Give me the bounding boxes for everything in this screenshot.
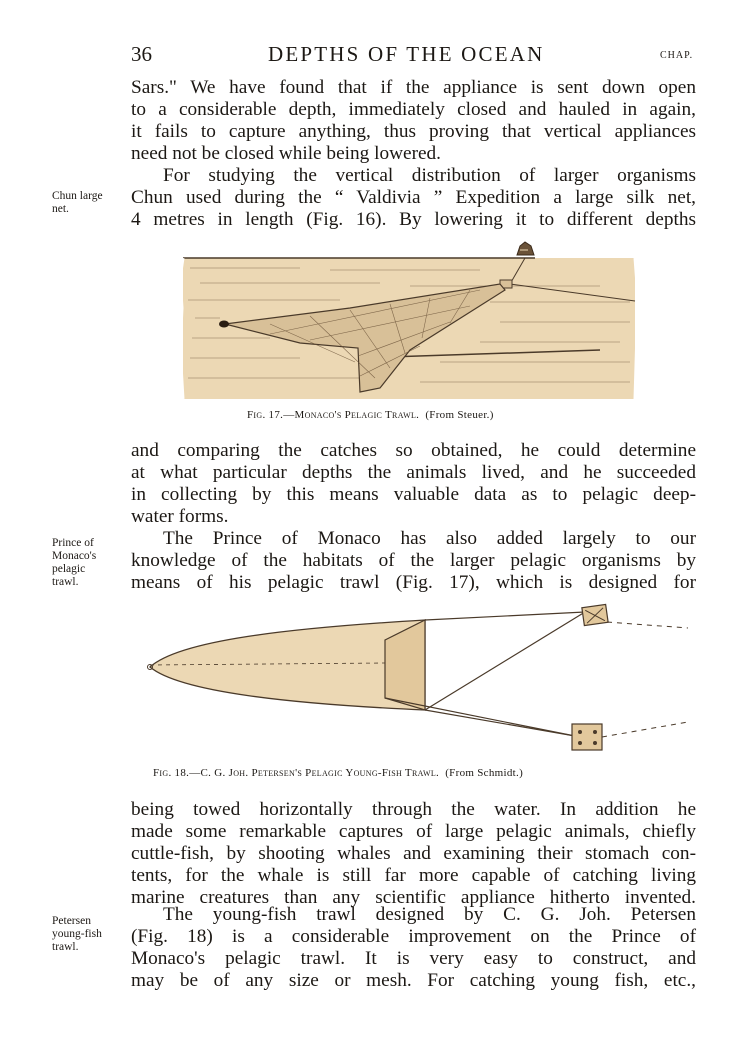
text-line: The Prince of Monaco has also added largely to our [163,528,696,549]
margin-note-line: Prince of [52,537,94,549]
upper-warp [607,622,688,628]
text-line: made some remarkable captures of large pelagic animals, chiefly [131,821,696,842]
text-line: (Fig. 18) is a considerable improvement on the Prince of [131,926,696,947]
text-line: in collecting by this means valuable data as to pelagic deep- [131,484,696,505]
text-line: water forms. [131,506,229,527]
figure-label: Fig. 18. [153,767,190,779]
chapter-mark: CHAP. [660,50,694,61]
margin-note-line: Monaco's [52,550,97,562]
figure-17-caption: Fig. 17.—Monaco's Pelagic Trawl. (From Steuer.) [247,409,494,421]
figure-17-illustration [180,238,640,402]
paragraph-5 [131,799,696,909]
paragraph-1 [131,77,696,165]
cross-bridle [425,612,585,710]
margin-note-line: pelagic [52,563,86,575]
text-line: it fails to capture anything, thus proving that vertical appliances [131,121,696,142]
text-line: Monaco's pelagic trawl. It is very easy to construct, and [131,948,696,969]
text-line: at what particular depths the animals lived, and he succeeded [131,462,696,483]
text-line: tents, for the whale is still far more capable of catching living [131,865,696,886]
paragraph-2 [131,165,696,231]
text-line: For studying the vertical distribution of larger organisms [163,165,696,186]
text-line: and comparing the catches so obtained, he could determine [131,440,696,461]
margin-note-line: net. [52,203,69,215]
text-line: may be of any size or mesh. For catching young fish, etc., [131,970,696,991]
margin-note-line: young-fish [52,928,102,940]
figure-18-caption: Fig. 18.—C. G. Joh. Petersen's Pelagic Young-Fish Trawl. (From Schmidt.) [153,767,524,779]
figure-source: (From Schmidt.) [445,767,524,779]
text-line: need not be closed while being lowered. [131,143,442,164]
margin-note-monaco [52,537,126,589]
text-line: to a considerable depth, immediately closed and hauled in again, [131,99,696,120]
paragraph-6 [131,904,696,992]
text-line: means of his pelagic trawl (Fig. 17), which is designed for [131,572,696,593]
figure-18-illustration [140,600,688,762]
figure-source: (From Steuer.) [425,409,494,421]
margin-note-line: Petersen [52,915,91,927]
margin-note-chun [52,190,126,216]
boat-icon [517,242,534,255]
margin-note-line: trawl. [52,576,79,588]
lower-otter-board [572,724,602,750]
figure-label: Fig. 17. [247,409,284,421]
lower-warp [602,722,688,737]
text-line: Sars." We have found that if the appliance is sent down open [131,77,696,98]
text-line: marine creatures than any scientific appliance hitherto invented. [131,887,696,908]
margin-note-line: trawl. [52,941,79,953]
paragraph-3 [131,440,696,528]
margin-note-petersen [52,915,126,954]
text-line: cuttle-fish, by shooting whales and examining their stomach con- [131,843,696,864]
text-line: The young-fish trawl designed by C. G. Joh. Petersen [163,904,696,925]
page-number: 36 [131,42,152,66]
text-line: 4 metres in length (Fig. 16). By lowering it to different depths [131,209,696,230]
margin-note-line: Chun large [52,190,103,202]
figure-title: C. G. Joh. Petersen's Pelagic Young-Fish Trawl. [200,767,440,779]
cod-end-weight [219,321,229,328]
running-title: DEPTHS OF THE OCEAN [268,42,545,66]
paragraph-4 [131,528,696,594]
text-line: knowledge of the habitats of the larger pelagic organisms by [131,550,696,571]
text-line: Chun used during the “ Valdivia ” Expedition a large silk net, [131,187,696,208]
upper-bridle [425,612,585,620]
text-line: being towed horizontally through the water. In addition he [131,799,696,820]
figure-title: Monaco's Pelagic Trawl. [294,409,420,421]
